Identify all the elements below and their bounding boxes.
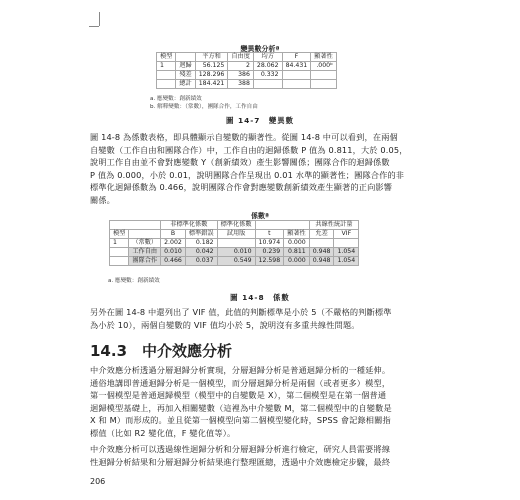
- paragraph-coef-explanation: [90, 131, 430, 207]
- table-cell: 總計: [176, 80, 195, 89]
- table-cell: [334, 239, 359, 248]
- paragraph-line: 關係。: [90, 194, 116, 205]
- table-header-cell: 標準錯誤: [185, 230, 217, 239]
- crop-mark-horizontal: [89, 26, 99, 27]
- table-cell: 1: [110, 239, 129, 248]
- table-cell: 工作自由: [129, 248, 161, 257]
- table-cell: 386: [228, 71, 254, 80]
- table-cell: 388: [228, 80, 254, 89]
- table-row: [110, 239, 359, 248]
- table-cell: 12.598: [255, 257, 284, 266]
- table-cell: 0.332: [253, 71, 282, 80]
- crop-mark-vertical: [99, 12, 100, 26]
- anova-note-1: a. 應變數：創新績效: [150, 96, 202, 102]
- table-cell: [311, 80, 337, 89]
- table-header-cell: 允差: [309, 230, 334, 239]
- paragraph-mediation-intro: [90, 364, 430, 440]
- table-cell: 0.948: [309, 257, 334, 266]
- table-cell: 56.125: [195, 62, 228, 71]
- paragraph-line: 另外在圖 14-8 中還列出了 VIF 值，此值的判斷標準是小於 5（不嚴格的判斷標準: [90, 307, 392, 317]
- table-row: [110, 248, 359, 257]
- table-cell: [282, 71, 311, 80]
- table-cell: 2: [228, 62, 254, 71]
- table-group-header: 標準化係數: [217, 221, 255, 230]
- table-cell: 2.002: [161, 239, 186, 248]
- table-header-cell: [129, 230, 161, 239]
- table-header-cell: 顯著性: [284, 230, 310, 239]
- paragraph-vif: [90, 306, 430, 331]
- paragraph-line: 中介效應分析可以透過線性迴歸分析和分層迴歸分析進行檢定，研究人員需要將線: [90, 444, 391, 454]
- table-header-cell: 自由度: [228, 53, 254, 62]
- coef-note: a. 應變數：創新績效: [108, 278, 160, 284]
- table-cell: 184.421: [195, 80, 228, 89]
- table-cell: [311, 71, 337, 80]
- paragraph-line: 中介效應分析透過分層迴歸分析實現，分層迴歸分析是普通迴歸分析的一種延伸。: [90, 365, 391, 375]
- paragraph-line: P 值為 0.000，小於 0.01，說明團隊合作呈現出 0.01 水準的顯著性；團隊合作的非: [90, 169, 405, 180]
- table-cell: 0.549: [217, 257, 255, 266]
- paragraph-mediation-method: [90, 443, 430, 468]
- paragraph-line: 自變數（工作自由和團隊合作）中，工作自由的迴歸係數 P 值為 0.811，大於 0.05，: [90, 144, 408, 155]
- table-group-header-empty: [110, 221, 161, 230]
- table-cell: [309, 239, 334, 248]
- table-cell: 0.042: [185, 248, 217, 257]
- paragraph-line: 性迴歸分析結果和分層迴歸分析結果進行整理匯總，透過中介效應檢定步驟，最終: [90, 456, 391, 467]
- paragraph-line: 說明工作自由並不會對應變數 Y（創新績效）產生影響關係；團隊合作的迴歸係數: [90, 157, 390, 168]
- table-cell: 迴歸: [176, 62, 195, 71]
- table-cell: [253, 80, 282, 89]
- table-cell: 殘差: [176, 71, 195, 80]
- table-header-cell: VIF: [334, 230, 359, 239]
- table-cell: 0.948: [309, 248, 334, 257]
- page-number: 206: [90, 477, 106, 486]
- table-cell: [282, 80, 311, 89]
- table-group-header: 共線性統計量: [309, 221, 358, 230]
- paragraph-line: 第一個模型是普通迴歸模型（模型中的自變數是 X），第二個模型是在第一個普通: [90, 390, 387, 401]
- table-cell: （常數）: [129, 239, 161, 248]
- table-cell: [157, 80, 176, 89]
- table-cell: 0.466: [161, 257, 186, 266]
- table-cell: 0.239: [255, 248, 284, 257]
- paragraph-line: 標準化迴歸係數為 0.466，說明團隊合作會對應變數創新績效產生顯著的正向影響: [90, 182, 393, 193]
- table-header-cell: 試用版: [217, 230, 255, 239]
- table-cell: .000ᵇ: [311, 62, 337, 71]
- table-header-cell: 均方: [253, 53, 282, 62]
- table-cell: 10.974: [255, 239, 284, 248]
- anova-note-2: b. 解釋變數：（常數），團隊合作，工作自由: [150, 104, 258, 110]
- table-row: [110, 257, 359, 266]
- anova-table: [156, 52, 337, 89]
- coef-title: 係數ª: [251, 212, 269, 220]
- table-cell: [110, 248, 129, 257]
- table-header-cell: 平方和: [195, 53, 228, 62]
- table-row: [157, 71, 337, 80]
- table-cell: 0.811: [284, 248, 310, 257]
- table-header-cell: 模型: [110, 230, 129, 239]
- table-cell: 0.010: [161, 248, 186, 257]
- paragraph-line: 為小於 10），兩個自變數的 VIF 值均小於 5，說明沒有多重共線性問題。: [90, 319, 360, 330]
- table-cell: 1.054: [334, 257, 359, 266]
- table-cell: 0.182: [185, 239, 217, 248]
- section-heading: 14.3 中介效應分析: [90, 342, 233, 360]
- table-header-cell: B: [161, 230, 186, 239]
- figure-14-7-caption: 圖 14-7 變異數: [225, 116, 295, 125]
- table-cell: 1.054: [334, 248, 359, 257]
- table-group-header-empty: [255, 221, 309, 230]
- table-cell: 0.000: [284, 239, 310, 248]
- table-row: [157, 62, 337, 71]
- paragraph-line: 標值（比如 R2 變化值，F 變化值等）。: [90, 427, 236, 438]
- table-header-cell: [176, 53, 195, 62]
- table-header-cell: 模型: [157, 53, 176, 62]
- table-header-cell: F: [282, 53, 311, 62]
- paragraph-line: X 和 M）而形成的。並且從第一個模型向第二個模型變化時，SPSS 會記錄相關指: [90, 415, 391, 426]
- table-cell: 0.037: [185, 257, 217, 266]
- table-cell: 團隊合作: [129, 257, 161, 266]
- anova-title: 變異數分析ª: [240, 45, 280, 53]
- figure-14-8-caption: 圖 14-8 係數: [230, 293, 290, 302]
- table-cell: 84.431: [282, 62, 311, 71]
- table-header-cell: t: [255, 230, 284, 239]
- paragraph-line: 迴歸模型基礎上，再加入相關變數（這裡為中介變數 M，第二個模型中的自變數是: [90, 402, 392, 413]
- table-cell: 0.000: [284, 257, 310, 266]
- paragraph-line: 通俗地講即普通迴歸分析是一個模型，而分層迴歸分析是兩個（或者更多）模型，: [90, 377, 391, 388]
- table-cell: 128.296: [195, 71, 228, 80]
- table-cell: 28.062: [253, 62, 282, 71]
- table-cell: 1: [157, 62, 176, 71]
- table-cell: [157, 71, 176, 80]
- table-row: [157, 80, 337, 89]
- table-header-cell: 顯著性: [311, 53, 337, 62]
- table-cell: [110, 257, 129, 266]
- table-group-header: 非標準化係數: [161, 221, 217, 230]
- coef-table: [109, 220, 359, 266]
- table-cell: 0.010: [217, 248, 255, 257]
- paragraph-line: 圖 14-8 為係數表格，即具體顯示自變數的顯著性。從圖 14-8 中可以看到，在兩個: [90, 132, 398, 142]
- table-cell: [217, 239, 255, 248]
